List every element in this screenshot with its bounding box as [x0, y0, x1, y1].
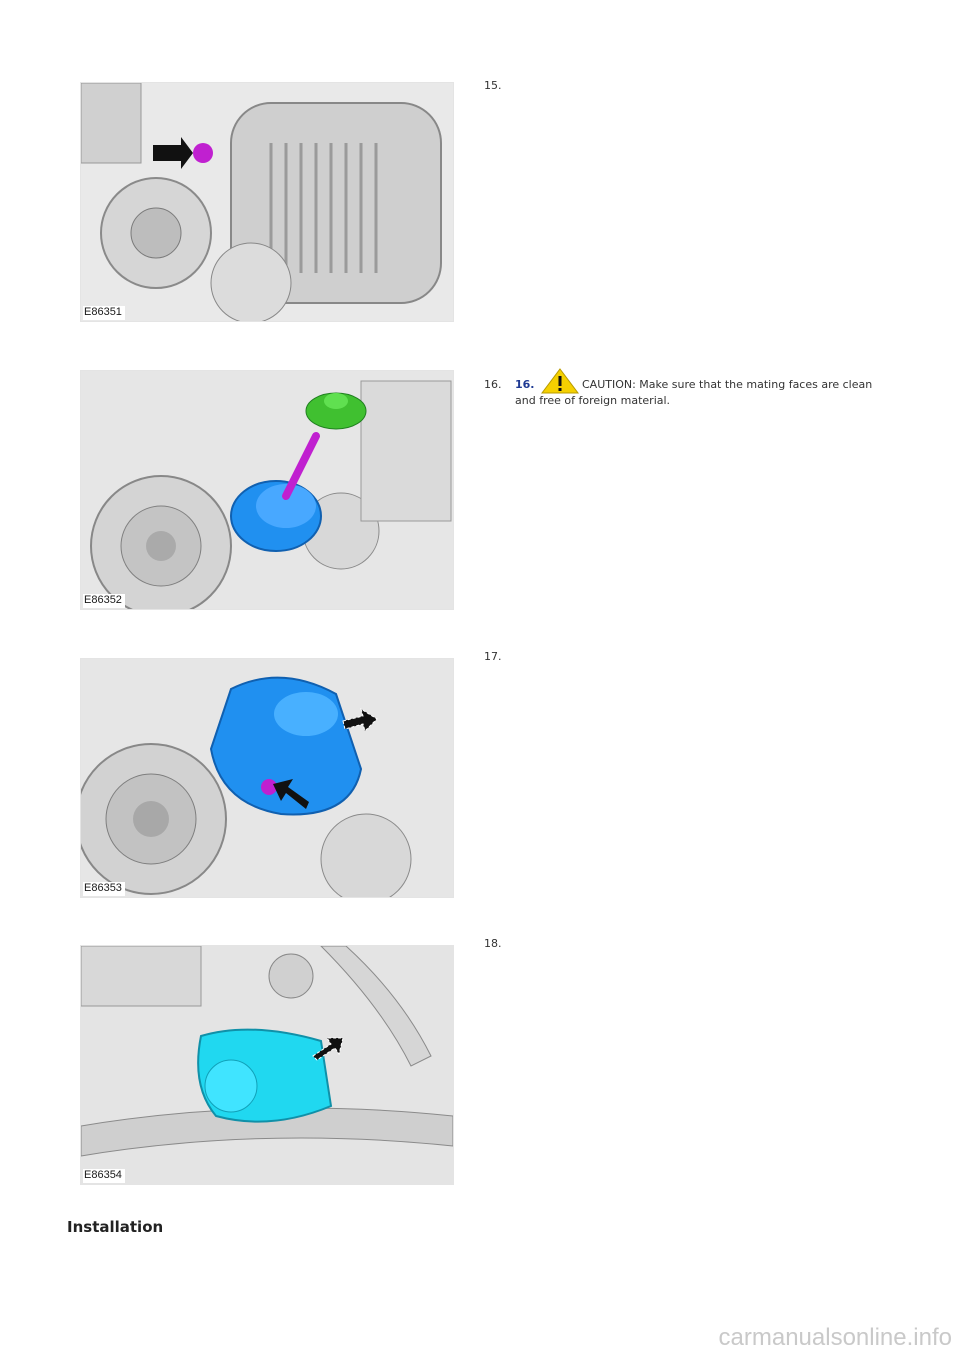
alternator-position-illustration	[81, 946, 453, 1184]
step-18-illustration	[80, 945, 454, 1185]
caution-text-block	[515, 368, 875, 408]
step-number: 17.	[484, 650, 502, 663]
alternator-bolt-illustration	[81, 83, 453, 321]
alternator-removal-illustration	[81, 659, 453, 897]
step-number: 15.	[484, 79, 502, 92]
step-17-illustration	[80, 658, 454, 898]
idler-pulley-illustration	[81, 371, 453, 609]
step-number: 18.	[484, 937, 502, 950]
step-16-illustration	[80, 370, 454, 610]
figure-code: E86354	[83, 1169, 125, 1183]
caution-text: CAUTION: Make sure that the mating faces are clean and free of foreign material.	[515, 378, 873, 407]
section-title-installation: Installation	[67, 1218, 164, 1236]
watermark: carmanualsonline.info	[718, 1324, 952, 1351]
figure-code: E86352	[83, 594, 125, 608]
step-number: 16.	[484, 378, 502, 391]
step-bold-number: 16.	[515, 378, 535, 391]
figure-code: E86351	[83, 306, 125, 320]
step-15-illustration	[80, 82, 454, 322]
figure-code: E86353	[83, 882, 125, 896]
warning-triangle-icon	[540, 368, 580, 394]
